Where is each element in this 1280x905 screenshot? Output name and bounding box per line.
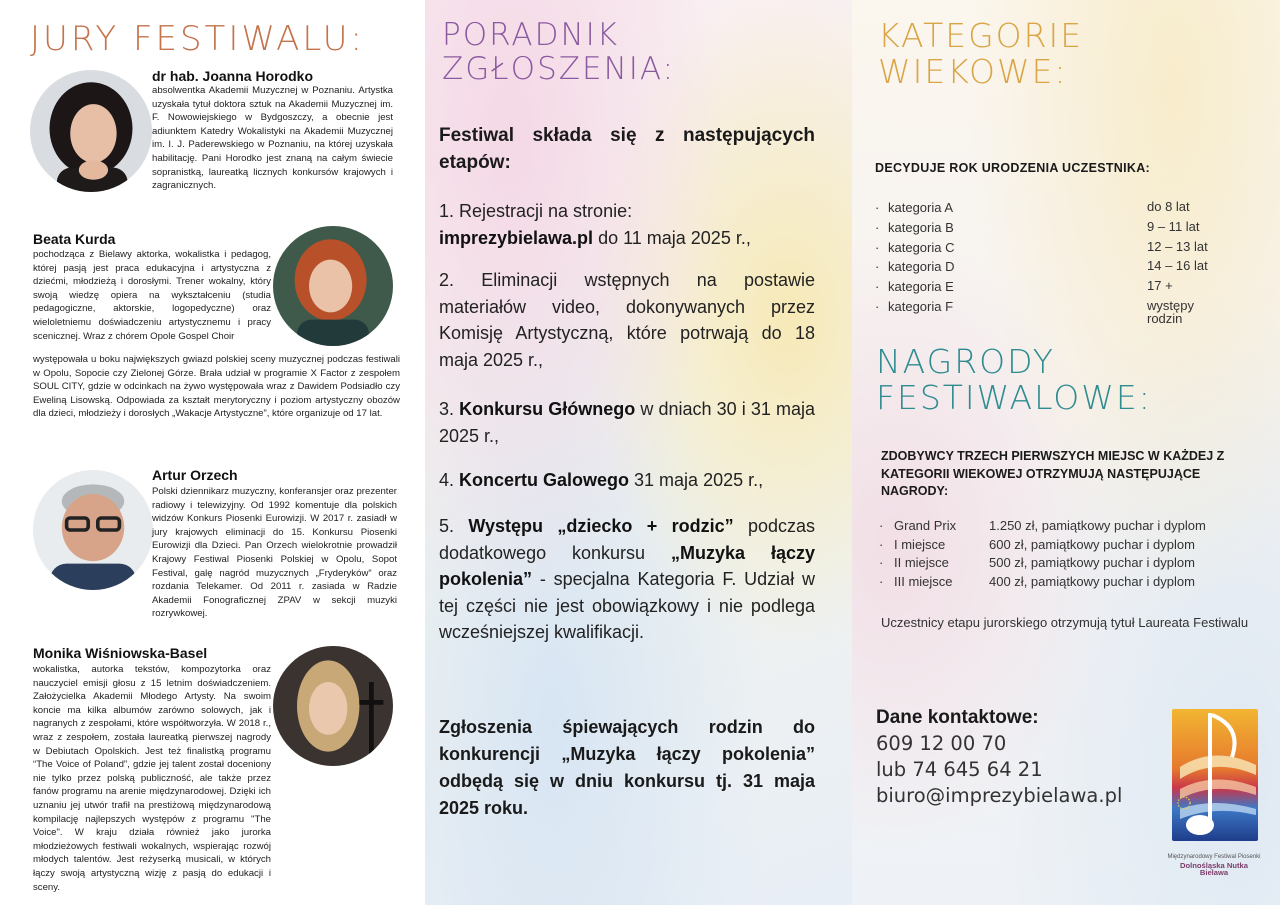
prize-label: I miejsce (894, 536, 946, 552)
guide-panel (425, 0, 852, 905)
bullet: · (875, 279, 880, 295)
prizes-title-line2: FESTIWALOWE: (876, 378, 1152, 417)
music-note-logo-icon (1164, 705, 1264, 853)
guide-intro: Festiwal składa się z następujących etapów: (439, 125, 815, 173)
contact-phone-2[interactable]: lub 74 645 64 21 (876, 758, 1043, 781)
prize-label: Grand Prix (894, 518, 957, 533)
step-text: 2. Eliminacji wstępnych na postawie materiałów video, dokonywanych przez Komisję Artystyczną, które potrwają do 18 maja 2025 r., (439, 270, 815, 370)
list-item (879, 518, 1269, 537)
category-label: kategoria C (888, 239, 955, 255)
list-item (875, 240, 1255, 260)
jury-bio: wokalistka, autorka tekstów, kompozytorka oraz nauczyciel emisji głosu z 15 letnim doświadczeniem. Założycielka Akademii Młodego Artysty. Na swoim koncie ma kilka albumów zarówno solowych, jak i nagranych z zespołami, które współtworzyła. W 2018 r., wraz z zespołem, została laureatką pierwszej nagrody w Debiutach Opolskich. Jest też finalistką programu “The Voice of Poland”, gdzie jej talent został doceniony nie tylko przez polską publiczność, ale także przez fanów programu na arenie międzynarodowej. Dzięki ich uznaniu jej utwór trafił na prestiżową międzynarodową kompilację najlepszych występów z programu "The Voice". W kraju działa również jako jurorka młodzieżowych festiwali wokalnych, wspierając rozwój młodych talentów. Jest reżyserką musicali, w których łączy swoją artystyczną wizję z pasją do edukacji i sceny. (33, 664, 271, 893)
step-text: 31 maja 2025 r., (629, 470, 764, 490)
jury-name: Beata Kurda (33, 231, 116, 247)
jury-photo-wisniowska (273, 646, 393, 766)
step-highlight: Występu „dziecko + rodzic” (468, 516, 734, 536)
prize-label: III miejsce (894, 574, 953, 590)
jury-name: dr hab. Joanna Horodko (152, 68, 314, 84)
category-label: kategoria E (888, 279, 954, 295)
jury-bio-kurda-part (33, 248, 271, 353)
list-item (879, 574, 1269, 593)
logo-line3: Bielawa (1199, 868, 1229, 877)
step-text: 4. (439, 470, 460, 490)
step-text: 5. (439, 516, 469, 536)
category-value: 17 + (1147, 278, 1173, 294)
list-item (875, 200, 1255, 220)
bullet: · (879, 518, 884, 533)
jury-bio-part: absolwentka Akademii Muzycznej w Poznaniu. Artystka uzyskała tytuł doktora sztuk na Akademii Muzycznej im. F. Nowowiejskiego w Bydgoszczy, a obecnie jest adiunktem Katedry Wokalistyki na Akademii Muzycznej im. I. J. Paderewskiego w Poznaniu, na której uzyskała habilitację. Pani Horodko jest znaną na całym świecie sopranistką, laureatką licznych konkursów krajowych i zagranicznych. (152, 85, 393, 192)
bullet: · (875, 239, 880, 255)
list-item (875, 279, 1255, 299)
prize-value: 500 zł, pamiątkowy puchar i dyplom (989, 555, 1195, 571)
jury-title: JURY FESTIWALU: (30, 19, 365, 59)
jury-member-wisniowska (33, 645, 271, 894)
prize-list (879, 518, 1269, 593)
category-value: 9 – 11 lat (1147, 218, 1200, 234)
category-label: kategoria B (888, 219, 954, 235)
guide-step-3 (439, 396, 815, 449)
age-categories-title (878, 18, 1083, 90)
step-highlight: Konkursu Głównego (459, 399, 636, 419)
list-item (879, 555, 1269, 574)
list-item (879, 537, 1269, 556)
jury-bio-continued: występowała u boku największych gwiazd polskiej sceny muzycznej podczas festiwali w Opolu, Sopocie czy Zielonej Górze. Brała udział w programie X Factor z zespołem SOUL CITY, gdzie w odcinkach na żywo występowała wraz z Dawidem Podsiadło czy Eweliną Lisowską. Odpowiada za kształt merytoryczny i poziom artystyczny obozów dla dzieci, młodzieży i dorosłych „Wakacje Artystyczne”, które organizuje od 17 lat. (33, 354, 400, 420)
jury-bio (33, 84, 393, 193)
step-text: 3. (439, 399, 460, 419)
step-text: do 11 maja 2025 r., (593, 227, 751, 248)
step-highlight: „Muzyka łączy pokolenia” (439, 542, 815, 589)
jury-photo-orzech (33, 470, 153, 590)
step-highlight: Koncertu Galowego (459, 470, 630, 490)
contact-email[interactable]: biuro@imprezybielawa.pl (876, 784, 1123, 807)
guide-closing-note: Zgłoszenia śpiewających rodzin do konkurencji „Muzyka łączy pokolenia” odbędą się w dniu konkursu tj. 31 maja 2025 roku. (439, 717, 815, 818)
bullet: · (875, 259, 880, 275)
prize-value: 600 zł, pamiątkowy puchar i dyplom (989, 536, 1195, 552)
bullet: · (875, 298, 880, 314)
category-value: do 8 lat (1147, 199, 1190, 214)
step-text: 1. Rejestracji na stronie: (439, 201, 633, 221)
prizes-title (876, 344, 1152, 416)
guide-title-line2: ZGŁOSZENIA: (442, 51, 676, 87)
logo-line1: Międzynarodowy Festiwal Piosenki (1167, 854, 1261, 860)
jury-photo-kurda (273, 226, 393, 346)
guide-title (442, 18, 675, 86)
guide-step-2 (439, 267, 815, 373)
registration-site-link[interactable]: imprezybielawa.pl (439, 227, 594, 248)
list-item (875, 297, 1255, 326)
logo-line2: Dolnośląska Nutka (1180, 860, 1248, 870)
prize-value: 400 zł, pamiątkowy puchar i dyplom (989, 574, 1195, 590)
bullet: · (875, 200, 880, 215)
category-label: kategoria A (888, 200, 954, 215)
guide-step-5 (439, 513, 815, 646)
step-text: podczas dodatkowego konkursu (439, 516, 815, 563)
prizes-note: ZDOBYWCY TRZECH PIERWSZYCH MIEJSC W KAŻDEJ Z KATEGORII WIEKOWEJ OTRZYMUJĄ NASTĘPUJĄCE NAGRODY: (881, 449, 1225, 498)
contact-phone-1[interactable]: 609 12 00 70 (876, 732, 1007, 755)
jury-panel (0, 0, 425, 905)
category-label: kategoria D (888, 259, 955, 275)
step-text: w dniach 30 i 31 maja 2025 r., (439, 399, 815, 446)
guide-step-1 (439, 198, 815, 251)
bullet: · (879, 555, 884, 571)
guide-title-line1: PORADNIK (442, 17, 620, 53)
jury-member-orzech (152, 467, 397, 621)
category-value: występy rodzin (1147, 297, 1194, 326)
list-item (875, 220, 1255, 240)
age-title-line1: KATEGORIE (878, 16, 1084, 55)
bullet: · (879, 536, 884, 552)
category-value: 14 – 16 lat (1147, 258, 1208, 274)
prizes-title-line1: NAGRODY (876, 342, 1055, 381)
bullet: · (879, 574, 884, 590)
step-text: - specjalna Kategoria F. Udział w tej części nie jest obowiązkowy i nie podlega wcześniejszej kwalifikacji. (439, 569, 815, 642)
info-panel (852, 0, 1280, 905)
age-category-list (875, 199, 1255, 326)
jury-bio-kurda-rest (33, 353, 400, 460)
jury-name: Monika Wiśniowska-Basel (33, 645, 208, 661)
age-title-line2: WIEKOWE: (878, 52, 1068, 91)
laureate-note: Uczestnicy etapu jurorskiego otrzymują tytuł Laureata Festiwalu (881, 615, 1249, 630)
jury-name: Artur Orzech (152, 467, 238, 483)
guide-step-4 (439, 467, 815, 494)
list-item (875, 259, 1255, 279)
prize-value: 1.250 zł, pamiątkowy puchar i dyplom (989, 518, 1206, 533)
contact-title: Dane kontaktowe: (876, 707, 1039, 728)
prize-label: II miejsce (894, 555, 949, 571)
age-note: DECYDUJE ROK URODZENIA UCZESTNIKA: (875, 161, 1151, 175)
jury-bio: Polski dziennikarz muzyczny, konferansjer oraz prezenter radiowy i telewizyjny. Od 1992 komentuje dla polskich widzów Konkurs Piosenki Eurowizji. W 2017 r. zasiadł w jury krajowych eliminacji do 15. Konkursu Piosenki Eurowizji dla Dzieci. Pan Orzech wielokrotnie prowadził Krajowy Festiwal Piosenki Polskiej w Opolu, Sopot Festival, galę nagród muzycznych „Fryderyków” oraz rozdania Telekamer. Od 2011 r. zasiada w Radzie Akademii Fonograficznej ZPAV w sekcji muzyki rozrywkowej. (152, 486, 397, 620)
festival-logo (1164, 705, 1264, 880)
category-label: kategoria F (888, 298, 954, 314)
bullet: · (875, 219, 880, 235)
logo-caption (1164, 854, 1264, 877)
jury-bio-horodko (33, 84, 393, 193)
category-value: 12 – 13 lat (1147, 238, 1208, 254)
jury-member-kurda (33, 231, 271, 249)
jury-bio: pochodząca z Bielawy aktorka, wokalistka i pedagog, której pasją jest praca edukacyjna i artystyczna z dziećmi, młodzieżą i dorosłymi. Trener wokalny, który swoją wiedzę opiera na wykształceniu (studia pedagogiczne, aktorskie, logopedyczne) oraz wieloletniemu doświadczeniu artystycznemu i pracy scenicznej. Wraz z chórem Opole Gospel Choir (33, 249, 271, 342)
